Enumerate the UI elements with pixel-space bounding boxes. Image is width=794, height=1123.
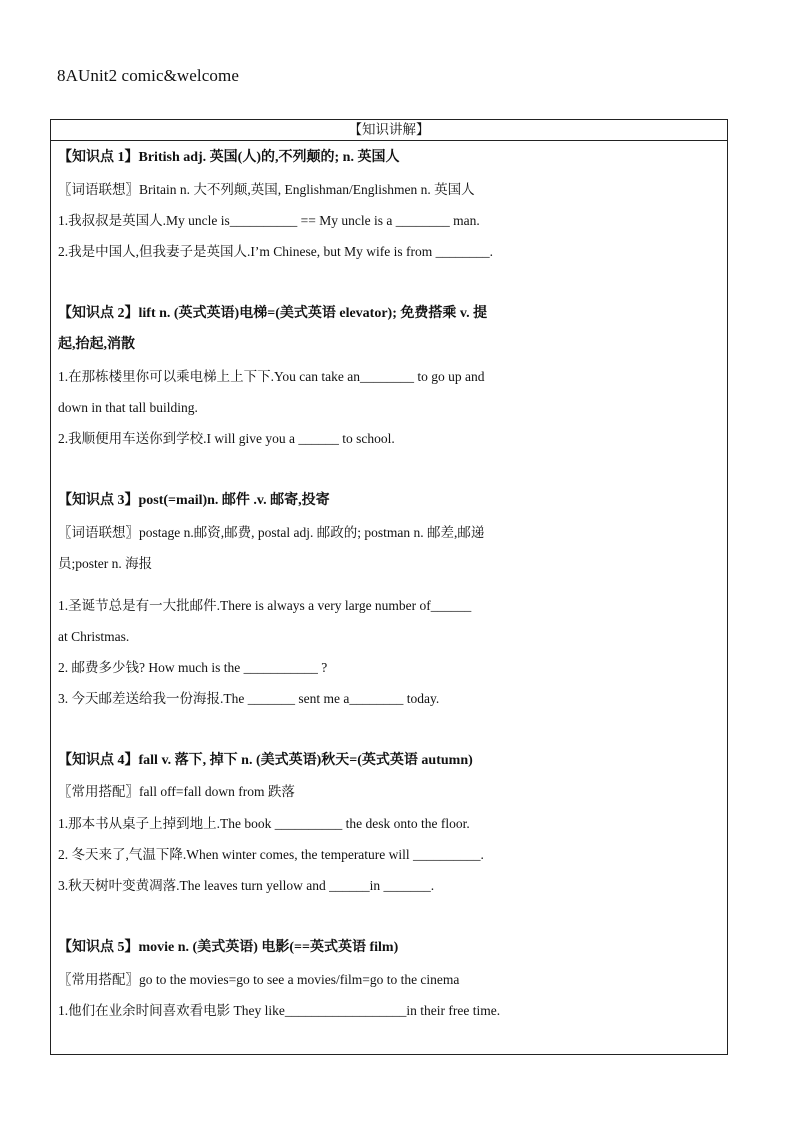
knowledge-point-heading: 【知识点 4】fall v. 落下, 掉下 n. (美式英语)秋天=(英式英语 autumn)	[58, 753, 473, 768]
text-line: 〖常用搭配〗go to the movies=go to see a movies/film=go to the cinema	[58, 972, 460, 987]
text-line: 〖词语联想〗postage n.邮资,邮费, postal adj. 邮政的; postman n. 邮差,邮递	[58, 525, 485, 540]
text-line: 3.秋天树叶变黄凋落.The leaves turn yellow and ______in _______.	[58, 878, 435, 893]
text-line: down in that tall building.	[58, 400, 198, 415]
text-line: 〖常用搭配〗fall off=fall down from 跌落	[58, 784, 295, 799]
knowledge-point-heading: 起,抬起,消散	[58, 337, 135, 352]
text-line: 3. 今天邮差送给我一份海报.The _______ sent me a________ today.	[58, 691, 440, 706]
knowledge-point-heading: 【知识点 2】lift n. (英式英语)电梯=(美式英语 elevator); 免费搭乘 v. 提	[58, 306, 488, 321]
text-line: 员;poster n. 海报	[58, 556, 153, 571]
text-line: 1.我叔叔是英国人.My uncle is__________ == My uncle is a ________ man.	[58, 213, 480, 228]
text-line: 2. 冬天来了,气温下降.When winter comes, the temperature will __________.	[58, 847, 484, 862]
text-line: at Christmas.	[58, 629, 130, 644]
text-line: 1.他们在业余时间喜欢看电影 They like__________________in their free time.	[58, 1003, 501, 1018]
knowledge-point-heading: 【知识点 3】post(=mail)n. 邮件 .v. 邮寄,投寄	[58, 493, 330, 508]
section-header: 【知识讲解】	[51, 120, 727, 141]
text-line: 2.我是中国人,但我妻子是英国人.I’m Chinese, but My wife is from ________.	[58, 244, 493, 259]
text-line: 2.我顺便用车送你到学校.I will give you a ______ to school.	[58, 431, 395, 446]
text-line: 1.圣诞节总是有一大批邮件.There is always a very large number of______	[58, 598, 472, 613]
text-line: 1.那本书从桌子上掉到地上.The book __________ the desk onto the floor.	[58, 816, 470, 831]
knowledge-point-heading: 【知识点 5】movie n. (美式英语) 电影(==英式英语 film)	[58, 940, 399, 955]
text-line: 1.在那栋楼里你可以乘电梯上上下下.You can take an________ to go up and	[58, 369, 485, 384]
text-line: 2. 邮费多少钱? How much is the ___________ ?	[58, 660, 328, 675]
knowledge-point-heading: 【知识点 1】British adj. 英国(人)的,不列颠的; n. 英国人	[58, 150, 400, 165]
text-line: 〖词语联想〗Britain n. 大不列颠,英国, Englishman/Englishmen n. 英国人	[58, 182, 475, 197]
knowledge-box	[50, 119, 728, 1055]
document-title: 8AUnit2 comic&welcome	[57, 66, 239, 85]
